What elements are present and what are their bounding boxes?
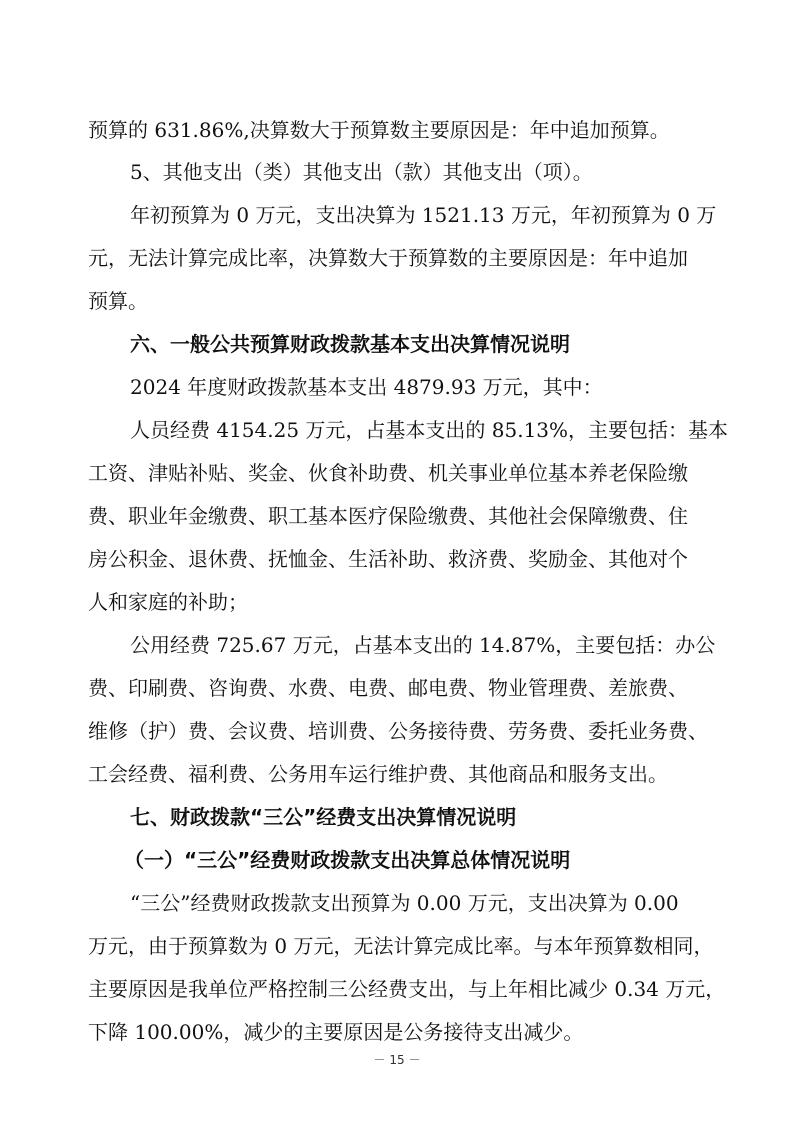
paragraph-line: 工资、津贴补贴、奖金、伙食补助费、机关事业单位基本养老保险缴 — [88, 461, 688, 485]
paragraph-line: 人和家庭的补助； — [88, 590, 248, 614]
paragraph-line: 工会经费、福利费、公务用车运行维护费、其他商品和服务支出。 — [88, 762, 668, 786]
paragraph-line: 万元，由于预算数为 0 万元，无法计算完成比率。与本年预算数相同， — [88, 934, 714, 958]
subsection-heading-one: （一）“三公”经费财政拨款支出决算总体情况说明 — [124, 848, 571, 872]
paragraph-line: 公用经费 725.67 万元，占基本支出的 14.87%，主要包括：办公 — [130, 633, 716, 657]
section-heading-six: 六、一般公共预算财政拨款基本支出决算情况说明 — [130, 332, 570, 356]
paragraph-line: 房公积金、退休费、抚恤金、生活补助、救济费、奖励金、其他对个 — [88, 547, 688, 571]
paragraph-line: 2024 年度财政拨款基本支出 4879.93 万元，其中： — [130, 375, 603, 399]
paragraph-line: 预算。 — [88, 289, 148, 313]
paragraph-line: 维修（护）费、会议费、培训费、公务接待费、劳务费、委托业务费、 — [88, 719, 708, 743]
paragraph-line: 人员经费 4154.25 万元，占基本支出的 85.13%，主要包括：基本 — [130, 418, 729, 442]
paragraph-line: 费、印刷费、咨询费、水费、电费、邮电费、物业管理费、差旅费、 — [88, 676, 688, 700]
paragraph-line: 预算的 631.86%,决算数大于预算数主要原因是：年中追加预算。 — [88, 118, 670, 142]
paragraph-line: 年初预算为 0 万元，支出决算为 1521.13 万元，年初预算为 0 万 — [130, 203, 717, 227]
paragraph-line: 元，无法计算完成比率，决算数大于预算数的主要原因是：年中追加 — [88, 246, 688, 270]
paragraph-line: 下降 100.00%，减少的主要原因是公务接待支出减少。 — [88, 1020, 584, 1044]
section-heading-seven: 七、财政拨款“三公”经费支出决算情况说明 — [130, 805, 517, 829]
item-title-other-expenditure: 5、其他支出（类）其他支出（款）其他支出（项）。 — [130, 160, 593, 184]
paragraph-line: 主要原因是我单位严格控制三公经费支出，与上年相比减少 0.34 万元， — [88, 977, 726, 1001]
paragraph-line: 费、职业年金缴费、职工基本医疗保险缴费、其他社会保障缴费、住 — [88, 504, 688, 528]
paragraph-line: “三公”经费财政拨款支出预算为 0.00 万元，支出决算为 0.00 — [130, 891, 679, 915]
page-number: － 15 － — [373, 1053, 421, 1067]
